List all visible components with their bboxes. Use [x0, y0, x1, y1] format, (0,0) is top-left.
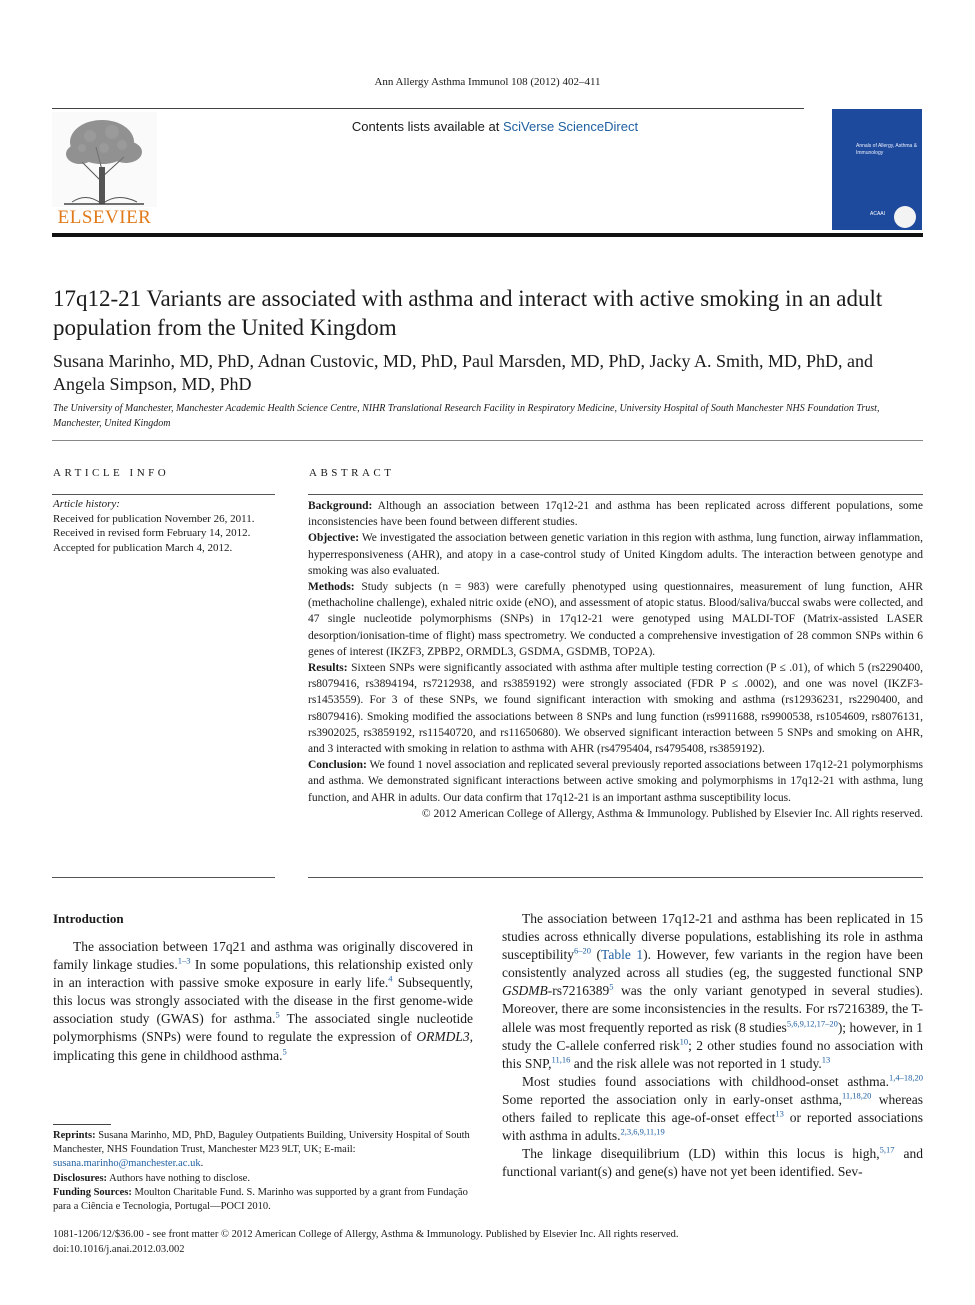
article-info-heading: ARTICLE INFO	[53, 467, 170, 479]
history-accepted: Accepted for publication March 4, 2012.	[53, 541, 233, 554]
footnote-funding: Funding Sources: Moulton Charitable Fund. S. Marinho was supported by a grant from Fundação para a Ciência e Tecnologia, Portugal—POCI 2010.	[53, 1186, 468, 1213]
background-label: Background:	[308, 500, 373, 512]
abstract-heading: ABSTRACT	[309, 467, 395, 479]
email-link[interactable]: susana.marinho@manchester.ac.uk	[53, 1158, 201, 1170]
footnote-rule	[53, 1124, 111, 1125]
contents-prefix: Contents lists available at	[351, 119, 503, 134]
citation[interactable]: 11,16	[551, 1054, 571, 1065]
citation[interactable]: 2,3,6,9,11,19	[620, 1126, 665, 1137]
abstract-background	[308, 498, 923, 530]
citation[interactable]: 5	[282, 1046, 287, 1057]
header-thick-rule	[52, 233, 923, 237]
citation[interactable]: 5,6,9,12,17–20	[786, 1018, 838, 1029]
article-info-rule-top	[52, 494, 275, 495]
citation[interactable]: 6–20	[574, 945, 591, 956]
introduction-heading: Introduction	[53, 911, 124, 926]
methods-label: Methods:	[308, 581, 355, 594]
abstract-results	[308, 660, 923, 757]
footer-issn: 1081-1206/12/$36.00 - see front matter © 2012 American College of Allergy, Asthma & Immunology. Published by Elsevier Inc. All rights reserved.	[53, 1229, 679, 1240]
footnotes	[53, 1129, 473, 1214]
citation[interactable]: 5	[275, 1009, 280, 1020]
page-footer	[53, 1228, 923, 1257]
elsevier-wordmark: ELSEVIER	[57, 207, 152, 228]
history-received: Received for publication November 26, 2011.	[53, 512, 255, 525]
objective-text: We investigated the association between genetic variation in this region with asthma, lung function, airway inflammation, hyperresponsiveness (AHR), and atopy in a case-control study of United Kingdom adults. The interaction between genotype and smoking was also evaluated.	[308, 532, 924, 577]
title-rule	[52, 440, 923, 441]
footer-doi[interactable]: doi:10.1016/j.anai.2012.03.002	[53, 1243, 185, 1255]
abstract-body	[308, 498, 923, 822]
citation[interactable]: 13	[821, 1054, 831, 1065]
abstract-rule-bottom	[308, 877, 923, 878]
methods-text: Study subjects (n = 983) were carefully phenotyped using questionnaires, measurement of lung function, AHR (methacholine challenge), exhaled nitric oxide (eNO), and assessment of atopic status. Blood/saliva/buccal swabs were collected, and 47 single nucleotide polymorphisms (SNPs) in 17q12-21 were genotyped using MALDI-TOF (Matrix-assisted LASER desorption/ionisation-time of flight) mass spectrometry. We conducted a comprehensive investigation of 28 common SNPs within 6 genes of interest (IKZF3, ZPBP2, ORMDL3, GSDMA, GSDMB, TOP2A).	[308, 581, 923, 658]
citation[interactable]: 4	[388, 973, 393, 984]
article-info-rule-bottom	[52, 877, 275, 878]
footnote-reprints: Reprints: Susana Marinho, MD, PhD, Baguley Outpatients Building, University Hospital of South Manchester, NHS Foundation Trust, Manchester M23 9LT, UK; E-mail: susana.marinho@manchester.ac.uk.	[53, 1130, 470, 1170]
contents-line	[290, 119, 700, 134]
citation[interactable]: 5	[609, 981, 614, 992]
background-text: Although an association between 17q12-21 and asthma has been replicated across different populations, some inconsistencies have been found between different studies.	[308, 500, 923, 529]
abstract-copyright: © 2012 American College of Allergy, Asthma & Immunology. Published by Elsevier Inc. All rights reserved.	[421, 807, 923, 820]
footnote-disclosures: Disclosures: Authors have nothing to disclose.	[53, 1172, 250, 1184]
citation[interactable]: 1,4–18,20	[889, 1072, 923, 1083]
history-revised: Received in revised form February 14, 2012.	[53, 527, 251, 539]
header-rule	[52, 108, 804, 109]
article-history	[53, 497, 275, 555]
objective-label: Objective:	[308, 532, 360, 545]
cover-society: ACAAI	[870, 211, 886, 217]
citation[interactable]: 13	[775, 1108, 784, 1119]
citation[interactable]: 1–3	[177, 955, 191, 966]
sciverse-link[interactable]: SciVerse ScienceDirect	[502, 119, 639, 134]
citation[interactable]: 10	[679, 1036, 689, 1047]
cover-seal-icon	[894, 206, 916, 228]
results-label: Results:	[308, 662, 348, 675]
citation[interactable]: 11,18,20	[841, 1090, 872, 1101]
article-title: 17q12-21 Variants are associated with asthma and interact with active smoking in an adult population from the United Kingdom	[53, 286, 883, 340]
abstract-methods	[308, 579, 923, 660]
citation[interactable]: 5,17	[879, 1144, 895, 1155]
results-text: Sixteen SNPs were significantly associated with asthma after multiple testing correction (P ≤ .01), of which 5 (rs2290400, rs8079416, rs3894194, rs7212938, and rs3859192) were strongly associated (FDR P ≤ .0002), and one was novel (IKZF3-rs1453559). For 3 of these SNPs, we found significant interaction with smoking and asthma (rs12936231, rs2290400, and rs8079416). Smoking modified the associations between 8 SNPs and lung function (rs9911688, rs9900538, rs1054609, rs8076131, rs3902025, rs3859192, rs11540720, and rs11650680). We observed significant interaction between 5 SNPs and smoking on AHR, and 3 interacted with smoking in relation to asthma with AHR (rs4795404, rs4795408, rs3859192).	[308, 662, 923, 756]
conclusion-text: We found 1 novel association and replicated several previously reported associations between 17q12-21 polymorphisms and asthma. We demonstrated significant interactions between active smoking and polymorphisms in 17q12-21 with asthma, lung function, and AHR in adults. Our data confirm that 17q12-21 is an important asthma susceptibility locus.	[308, 759, 924, 804]
history-label: Article history:	[53, 498, 120, 510]
intro-paragraph-1: The association between 17q21 and asthma was originally discovered in family linkage studies.$^{1-3}$ In some populations, this relationship existed only in an interaction with passive smoke exposure in early life.$^4$ Subsequently, this locus was strongly associated with the disease in the first genome-wide association study (GWAS) for asthma.$^5$ The associated single nucleotide polymorphisms (SNPs) were found to regulate the expression of ORMDL3, implicating this gene in childhood asthma.$^5$	[53, 939, 474, 1063]
journal-reference: Ann Allergy Asthma Immunol 108 (2012) 402–411	[374, 76, 601, 88]
cover-title: Annals of Allergy, Asthma & Immunology	[856, 143, 918, 156]
intro-paragraph-2: The association between 17q12-21 and asthma has been replicated in 15 studies across ethnically diverse populations, establishing its role in asthma susceptibility$^{6-20}$ (Table 1). However, few variants in the region have been consistently analyzed across all studies (eg, the suggested functional SNP GSDMB-rs7216389$^5$ was the only variant genotyped in several studies). Moreover, there are some inconsistencies in the results. For rs7216389, the T-allele was most frequently reported as risk (8 studies$^{5,6,9,12,17-20}$); however, in 1 study the C-allele conferred risk$^{10}$; 2 other studies found no association with this SNP,$^{11,16}$ and the risk allele was not reported in 1 study.$^{13}$	[502, 911, 923, 1071]
abstract-rule-top	[308, 494, 923, 495]
conclusion-label: Conclusion:	[308, 759, 367, 772]
intro-paragraph-4: The linkage disequilibrium (LD) within this locus is high,$^{5,17}$ and functional variant(s) and gene(s) have not yet been identified. Sev-	[502, 1144, 923, 1180]
intro-paragraph-3: Most studies found associations with childhood-onset asthma.$^{1,4-18,20}$ Some reported the association only in early-onset asthma,$^{11,18,20}$ whereas others failed to replicate this age-of-onset effect$^{13}$ or reported associations with asthma in adults.$^{2,3,6,9,11,19}$	[502, 1072, 923, 1144]
body-column-right	[502, 910, 923, 1181]
abstract-objective	[308, 530, 923, 579]
table-1-link[interactable]: Table 1	[601, 947, 644, 963]
body-column-left	[53, 938, 473, 1065]
article-authors: Susana Marinho, MD, PhD, Adnan Custovic, MD, PhD, Paul Marsden, MD, PhD, Jacky A. Smith, MD, PhD, and Angela Simpson, MD, PhD	[53, 351, 874, 394]
article-affiliation: The University of Manchester, Manchester Academic Health Science Centre, NIHR Translational Research Facility in Respiratory Medicine, University Hospital of South Manchester NHS Foundation Trust, Manchester, United Kingdom	[53, 403, 880, 429]
abstract-conclusion	[308, 757, 923, 806]
